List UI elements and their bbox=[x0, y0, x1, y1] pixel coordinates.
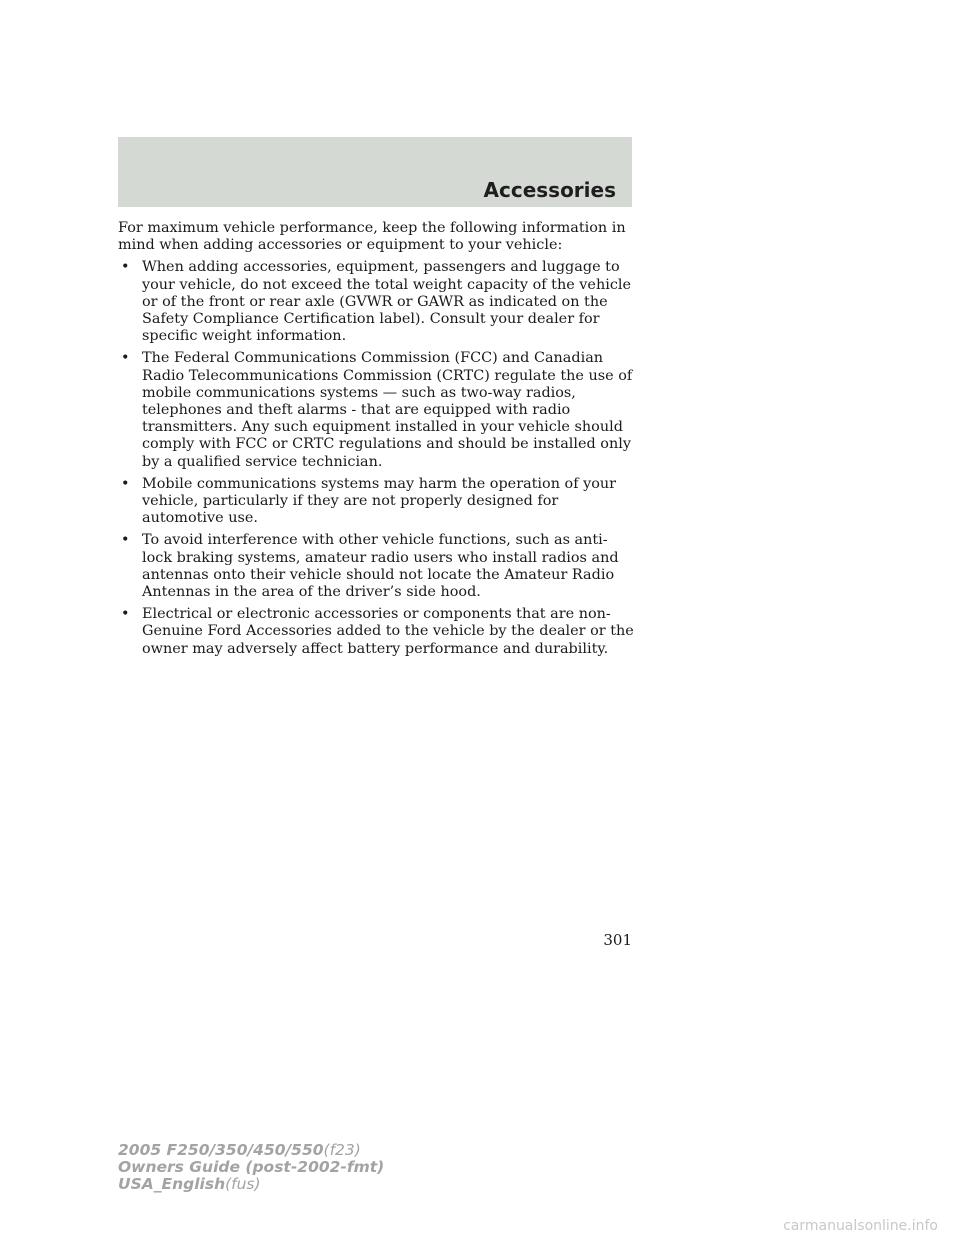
page-content bbox=[118, 220, 634, 663]
bullet-text: Mobile communications systems may harm the operation of your vehicle, particularly if they are not properly designed for automotive use. bbox=[142, 475, 617, 527]
bullet-text: The Federal Communications Commission (FCC) and Canadian Radio Telecommunications Commission (CRTC) regulate the use of mobile communications systems — such as two-way radios, telephones and theft alarms - that are equipped with radio transmitters. Any such equipment installed in your vehicle should comply with FCC or CRTC regulations and should be installed only by a qualified service technician. bbox=[142, 350, 633, 470]
bullet-item bbox=[118, 606, 634, 658]
bullet-icon: • bbox=[121, 532, 130, 549]
page-number: 301 bbox=[603, 931, 632, 949]
bullet-icon: • bbox=[121, 259, 130, 276]
footer-language-code: (fus) bbox=[225, 1175, 261, 1193]
footer-language: USA_English bbox=[118, 1175, 226, 1193]
footer-model-code: (f23) bbox=[323, 1141, 361, 1159]
bullet-icon: • bbox=[121, 350, 130, 367]
bullet-item bbox=[118, 476, 634, 528]
bullet-item bbox=[118, 259, 634, 345]
bullet-item bbox=[118, 532, 634, 601]
document-footer bbox=[118, 1142, 384, 1193]
section-header-band bbox=[118, 137, 632, 207]
watermark-link[interactable]: carmanualsonline.info bbox=[783, 1218, 938, 1234]
footer-model: 2005 F250/350/450/550 bbox=[118, 1141, 324, 1159]
footer-guide: Owners Guide (post-2002-fmt) bbox=[118, 1158, 385, 1176]
footer-line-1 bbox=[118, 1142, 384, 1159]
bullet-item bbox=[118, 350, 634, 470]
footer-line-2 bbox=[118, 1159, 384, 1176]
bullet-text: To avoid interference with other vehicle functions, such as anti-lock braking systems, amateur radio users who install radios and antennas onto their vehicle should not locate the Amateur Radio Antennas in the area of the driver’s side hood. bbox=[142, 532, 619, 601]
intro-paragraph: For maximum vehicle performance, keep the following information in mind when adding accessories or equipment to your vehicle: bbox=[118, 220, 626, 254]
footer-line-3 bbox=[118, 1176, 384, 1193]
bullet-list bbox=[118, 259, 634, 657]
bullet-text: Electrical or electronic accessories or components that are non-Genuine Ford Accessories added to the vehicle by the dealer or the owner may adversely affect battery performance and durability. bbox=[142, 606, 634, 657]
section-title: Accessories bbox=[483, 178, 616, 202]
bullet-icon: • bbox=[121, 606, 130, 623]
bullet-icon: • bbox=[121, 475, 130, 492]
bullet-text: When adding accessories, equipment, passengers and luggage to your vehicle, do not exceed the total weight capacity of the vehicle or of the front or rear axle (GVWR or GAWR as indicated on the Safety Compliance Certification label). Consult your dealer for specific weight information. bbox=[142, 259, 631, 345]
